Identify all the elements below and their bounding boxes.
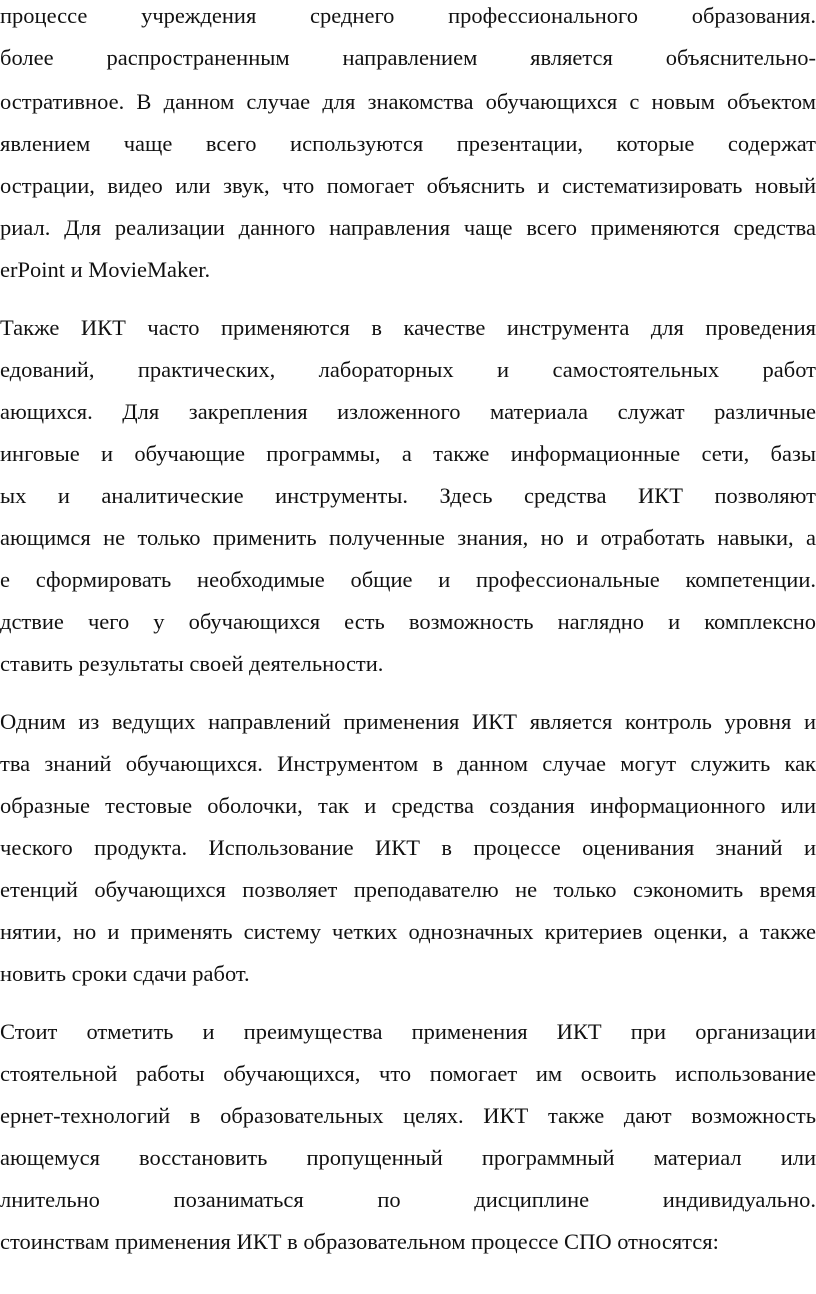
text-line: ающихся. Для закрепления изложенного материала служат различные	[0, 399, 816, 424]
text-line: остративное. В данном случае для знакомства обучающихся с новым объектом	[0, 89, 816, 114]
text-line: ческого продукта. Использование ИКТ в процессе оценивания знаний и	[0, 835, 816, 860]
text-line: образные тестовые оболочки, так и средства создания информационного или	[0, 793, 816, 818]
text-line: ающемуся восстановить пропущенный программный материал или	[0, 1145, 816, 1170]
text-line: стоятельной работы обучающихся, что помогает им освоить использование	[0, 1061, 816, 1086]
text-line: етенций обучающихся позволяет преподавателю не только сэкономить время	[0, 877, 816, 902]
text-line: Одним из ведущих направлений применения ИКТ является контроль уровня и	[0, 709, 816, 734]
text-line: ых и аналитические инструменты. Здесь средства ИКТ позволяют	[0, 483, 816, 508]
text-line: ставить результаты своей деятельности.	[0, 651, 384, 676]
text-line: лнительно позаниматься по дисциплине индивидуально.	[0, 1187, 816, 1212]
text-line: более распространенным направлением является объяснительно-	[0, 45, 816, 70]
text-line: ающимся не только применить полученные знания, но и отработать навыки, а	[0, 525, 816, 550]
text-line: ернет-технологий в образовательных целях. ИКТ также дают возможность	[0, 1103, 816, 1128]
text-line: Стоит отметить и преимущества применения ИКТ при организации	[0, 1019, 816, 1044]
text-line: едований, практических, лабораторных и самостоятельных работ	[0, 357, 816, 382]
text-line: риал. Для реализации данного направления чаще всего применяются средства	[0, 215, 816, 240]
text-line: тва знаний обучающихся. Инструментом в данном случае могут служить как	[0, 751, 816, 776]
text-line: Также ИКТ часто применяются в качестве инструмента для проведения	[0, 315, 816, 340]
text-line: инговые и обучающие программы, а также информационные сети, базы	[0, 441, 816, 466]
text-line: новить сроки сдачи работ.	[0, 961, 250, 986]
text-line: процессе учреждения среднего профессионального образования.	[0, 3, 816, 28]
text-line: е сформировать необходимые общие и профессиональные компетенции.	[0, 567, 816, 592]
text-line: дствие чего у обучающихся есть возможность наглядно и комплексно	[0, 609, 816, 634]
text-line: явлением чаще всего используются презентации, которые содержат	[0, 131, 816, 156]
text-line: erPoint и MovieMaker.	[0, 257, 211, 282]
text-line: нятии, но и применять систему четких однозначных критериев оценки, а также	[0, 919, 816, 944]
text-line: стоинствам применения ИКТ в образовательном процессе СПО относятся:	[0, 1229, 719, 1254]
text-line: острации, видео или звук, что помогает объяснить и систематизировать новый	[0, 173, 816, 198]
